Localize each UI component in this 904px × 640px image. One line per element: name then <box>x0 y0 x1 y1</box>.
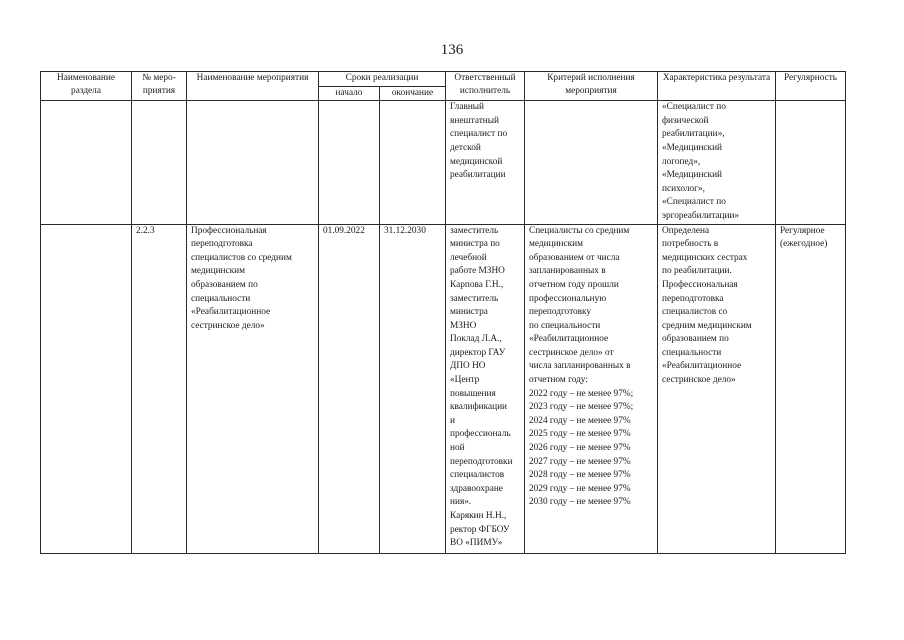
table-row-continued <box>41 101 846 224</box>
cell-criterion <box>525 224 658 553</box>
cell-end-cont <box>380 101 446 224</box>
text-line: «Центр <box>450 375 480 386</box>
header-end: окончание <box>380 86 446 101</box>
text-line: ной <box>450 443 465 454</box>
text-line: «Медицинский <box>662 170 723 181</box>
cell-section <box>41 224 132 553</box>
text-line: министра <box>450 307 488 318</box>
text-line: ректор ФГБОУ <box>450 524 510 535</box>
text-line: по реабилитации. <box>662 266 732 277</box>
header-event-name: Наименование мероприятия <box>187 72 319 101</box>
text-line: ДПО НО <box>450 361 486 372</box>
text-line: «Медицинский <box>662 142 723 153</box>
text-line: «Реабилитационное <box>529 334 609 345</box>
text-line: министра по <box>450 239 500 250</box>
cell-start-date: 01.09.2022 <box>319 224 380 553</box>
text-line: внештатный <box>450 115 499 126</box>
text-line: реабилитации <box>450 170 506 181</box>
cell-name-cont <box>187 101 319 224</box>
text-line: (ежегодное) <box>780 239 828 250</box>
cell-executor <box>446 224 525 553</box>
table-row-223 <box>41 224 846 553</box>
text-line: отчетном году прошли <box>529 279 619 290</box>
text-line: специальности <box>662 347 722 358</box>
text-line: Регулярное <box>780 225 825 236</box>
text-line: переподготовка <box>191 239 253 250</box>
header-timing: Сроки реализации <box>319 72 446 87</box>
header-event-no: № меро- приятия <box>132 72 187 101</box>
text-line: Поклад Л.А., <box>450 334 502 345</box>
text-line: «Специалист по <box>662 197 726 208</box>
text-line: повышения <box>450 388 496 399</box>
text-line: психолог», <box>662 183 705 194</box>
cell-number-cont <box>132 101 187 224</box>
text-line: 2028 году – не менее 97% <box>529 470 631 481</box>
header-result: Характеристика результата <box>658 72 776 101</box>
cell-executor-cont <box>446 101 525 224</box>
text-line: детской <box>450 142 481 153</box>
cell-result-cont <box>658 101 776 224</box>
header-executor: Ответственный исполнитель <box>446 72 525 101</box>
text-line: 2024 году – не менее 97% <box>529 415 631 426</box>
text-line: 2029 году – не менее 97% <box>529 483 631 494</box>
text-line: запланированных в <box>529 266 606 277</box>
text-line: и <box>450 415 455 426</box>
text-line: специалистов со средним <box>191 252 292 263</box>
text-line: по специальности <box>529 320 601 331</box>
text-line: реабилитации», <box>662 129 725 140</box>
cell-section-cont <box>41 101 132 224</box>
page-number: 136 <box>440 42 464 58</box>
text-line: заместитель <box>450 225 499 236</box>
text-line: Специалисты со средним <box>529 225 630 236</box>
cell-start-cont <box>319 101 380 224</box>
cell-end-date: 31.12.2030 <box>380 224 446 553</box>
text-line: Карякин Н.Н., <box>450 511 507 521</box>
text-line: специалистов <box>450 470 505 481</box>
text-line: сестринское дело» <box>191 320 265 331</box>
text-line: медицинской <box>450 156 503 167</box>
text-line: отчетном году: <box>529 375 588 386</box>
text-line: 2022 году – не менее 97%; <box>529 388 634 399</box>
text-line: «Специалист по <box>662 102 726 113</box>
text-line: физической <box>662 115 709 126</box>
text-line: «Реабилитационное <box>191 307 271 318</box>
text-line: «Реабилитационное <box>662 361 742 372</box>
text-line: 2030 году – не менее 97% <box>529 497 631 508</box>
text-line: переподготовка <box>662 293 724 304</box>
events-table <box>40 71 846 554</box>
text-line: потребность в <box>662 239 719 250</box>
text-line: ния». <box>450 497 472 508</box>
header-section: Наименование раздела <box>41 72 132 101</box>
text-line: 2026 году – не менее 97% <box>529 443 631 454</box>
text-line: числа запланированных в <box>529 361 631 372</box>
text-line: директор ГАУ <box>450 347 506 358</box>
text-line: ВО «ПИМУ» <box>450 538 503 549</box>
text-line: заместитель <box>450 293 499 304</box>
text-line: сестринское дело» от <box>529 347 614 358</box>
text-line: МЗНО <box>450 320 477 331</box>
text-line: квалификации <box>450 402 508 413</box>
text-line: Профессиональная <box>662 279 738 290</box>
cell-regularity-cont <box>776 101 846 224</box>
text-line: эргореабилитации» <box>662 210 740 221</box>
text-line: специалистов со <box>662 307 728 318</box>
text-line: средним медицинским <box>662 320 752 331</box>
text-line: образованием по <box>191 279 258 290</box>
text-line: Карпова Г.Н., <box>450 279 504 290</box>
header-criterion: Критерий исполнения мероприятия <box>525 72 658 101</box>
text-line: Главный <box>450 102 485 113</box>
text-line: 2023 году – не менее 97%; <box>529 402 634 413</box>
text-line: профессиональ <box>450 429 511 440</box>
cell-name <box>187 224 319 553</box>
text-line: профессиональную <box>529 293 607 304</box>
cell-regularity <box>776 224 846 553</box>
text-line: здравоохране <box>450 483 503 494</box>
cell-number: 2.2.3 <box>132 224 187 553</box>
text-line: сестринское дело» <box>662 375 736 386</box>
text-line: переподготовки <box>450 456 513 467</box>
text-line: медицинским <box>529 239 584 250</box>
text-line: Профессиональная <box>191 225 267 236</box>
text-line: Определена <box>662 225 710 236</box>
header-start: начало <box>319 86 380 101</box>
text-line: лечебной <box>450 252 487 263</box>
header-regularity: Регулярность <box>776 72 846 101</box>
text-line: специальности <box>191 293 251 304</box>
text-line: медицинским <box>191 266 246 277</box>
text-line: работе МЗНО <box>450 266 505 277</box>
cell-result <box>658 224 776 553</box>
text-line: образованием по <box>662 334 729 345</box>
text-line: специалист по <box>450 129 508 140</box>
text-line: 2027 году – не менее 97% <box>529 456 631 467</box>
text-line: образованием от числа <box>529 252 620 263</box>
text-line: медицинских сестрах <box>662 252 748 263</box>
text-line: переподготовку <box>529 307 592 318</box>
text-line: 2025 году – не менее 97% <box>529 429 631 440</box>
cell-criterion-cont <box>525 101 658 224</box>
text-line: логопед», <box>662 156 701 167</box>
